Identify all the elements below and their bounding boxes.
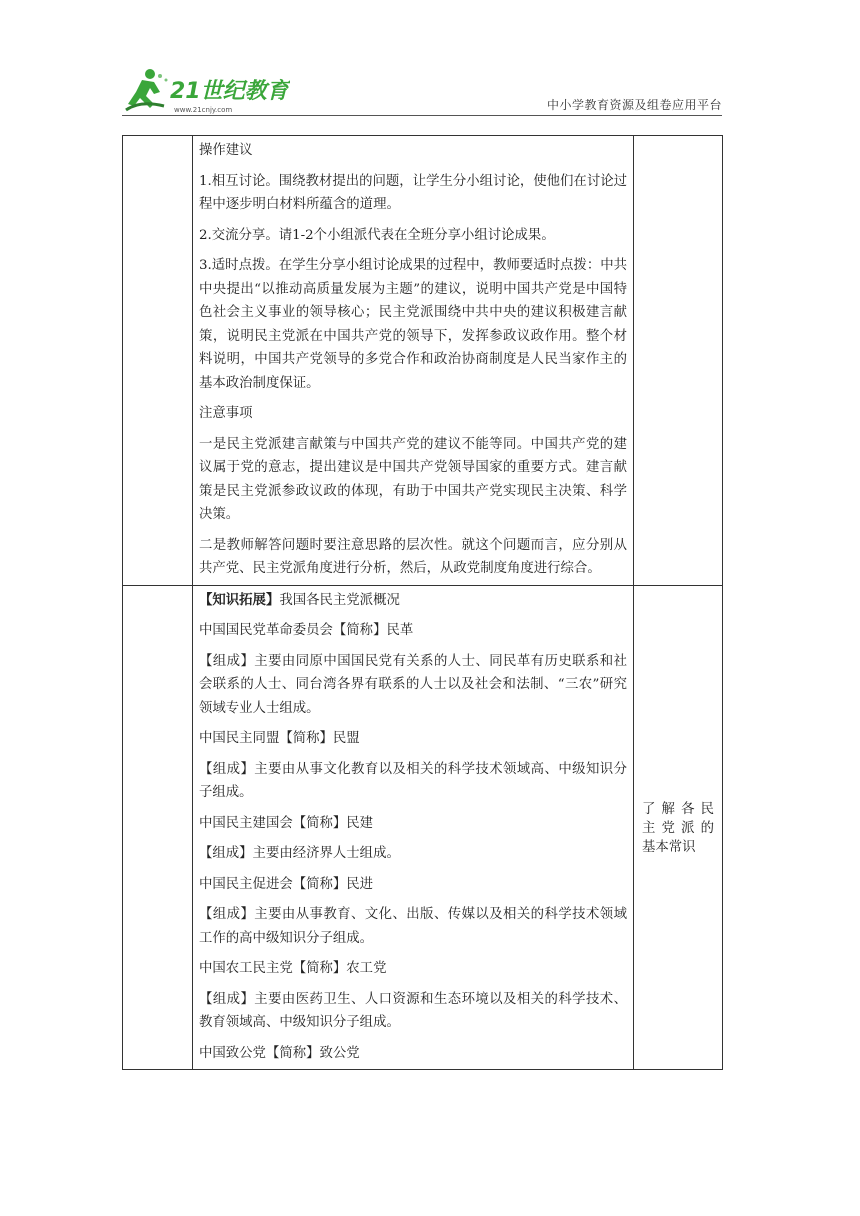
paragraph: 1.相互讨论。围绕教材提出的问题，让学生分小组讨论，使他们在讨论过程中逐步明白材料所蕴含的道理。 <box>199 173 627 212</box>
page-header <box>0 0 860 130</box>
content-cell-knowledge <box>193 585 634 1070</box>
table-row-knowledge <box>123 585 723 1070</box>
svg-text:21世纪教育: 21世纪教育 <box>170 79 289 104</box>
content-cell-operation <box>193 136 634 586</box>
paragraph: 中国民主促进会【简称】民进 <box>199 876 374 892</box>
objective-cell <box>634 585 723 1070</box>
svg-text:www.21cnjy.com: www.21cnjy.com <box>174 106 233 114</box>
paragraph: 2.交流分享。请1-2个小组派代表在全班分享小组讨论成果。 <box>199 227 555 243</box>
objective-note <box>634 586 722 857</box>
empty-cell-left <box>123 136 193 586</box>
objective-line: 了解各民 <box>642 801 714 817</box>
paragraph: 【组成】主要由从事教育、文化、出版、传媒以及相关的科学技术领域工作的高中级知识分子组成。 <box>199 907 627 946</box>
paragraph: 操作建议 <box>199 143 253 158</box>
platform-title: 中小学教育资源及组卷应用平台 <box>546 98 722 112</box>
objective-line: 主党派的 <box>642 820 714 836</box>
paragraph: 二是教师解答问题时要注意思路的层次性。就这个问题而言，应分别从共产党、民主党派角度进行分析，然后，从政党制度角度进行综合。 <box>199 537 627 576</box>
paragraph: 中国致公党【简称】致公党 <box>199 1045 360 1061</box>
runner-logo-icon <box>120 66 290 118</box>
empty-cell-left <box>123 585 193 1070</box>
table-row-operation <box>123 136 723 586</box>
objective-line: 基本常识 <box>642 839 696 855</box>
lesson-table <box>122 135 723 1070</box>
paragraph: 【组成】主要由同原中国国民党有关系的人士、同民革有历史联系和社会联系的人士、同台湾各界有联系的人士以及社会和法制、“三农”研究领域专业人士组成。 <box>199 653 627 716</box>
paragraph: 中国国民党革命委员会【简称】民革 <box>199 623 414 638</box>
knowledge-heading-text: 我国各民主党派概况 <box>279 592 400 608</box>
paragraph: 【组成】主要由经济界人士组成。 <box>199 846 400 861</box>
paragraph: 3.适时点拨。在学生分享小组讨论成果的过程中，教师要适时点拨：中共中央提出“以推动高质量发展为主题”的建议，说明中国共产党是中国特色社会主义事业的领导核心；民主党派围绕中共中央的建议积极建言献策，说明民主党派在中国共产党的领导下，发挥参政议政作用。整个材料说明，中国共产党领导的多党合作和政治协商制度是人民当家作主的基本政治制度保证。 <box>199 258 627 391</box>
logo <box>120 66 290 118</box>
empty-cell-right <box>634 136 723 586</box>
paragraph: 注意事项 <box>199 406 253 421</box>
paragraph: 中国民主同盟【简称】民盟 <box>199 731 360 746</box>
knowledge-heading-bold: 【知识拓展】 <box>199 591 280 608</box>
paragraph: 【组成】主要由从事文化教育以及相关的科学技术领域高、中级知识分子组成。 <box>199 761 627 800</box>
paragraph: 一是民主党派建言献策与中国共产党的建议不能等同。中国共产党的建议属于党的意志，提出建议是中国共产党领导国家的重要方式。建言献策是民主党派参政议政的体现，有助于中国共产党实现民主决策、科学决策。 <box>199 436 627 522</box>
knowledge-heading <box>199 589 627 613</box>
paragraph: 中国民主建国会【简称】民建 <box>199 815 374 831</box>
paragraph: 中国农工民主党【简称】农工党 <box>199 961 387 976</box>
header-rule <box>122 115 722 116</box>
paragraph: 【组成】主要由医药卫生、人口资源和生态环境以及相关的科学技术、教育领域高、中级知识分子组成。 <box>199 991 627 1030</box>
